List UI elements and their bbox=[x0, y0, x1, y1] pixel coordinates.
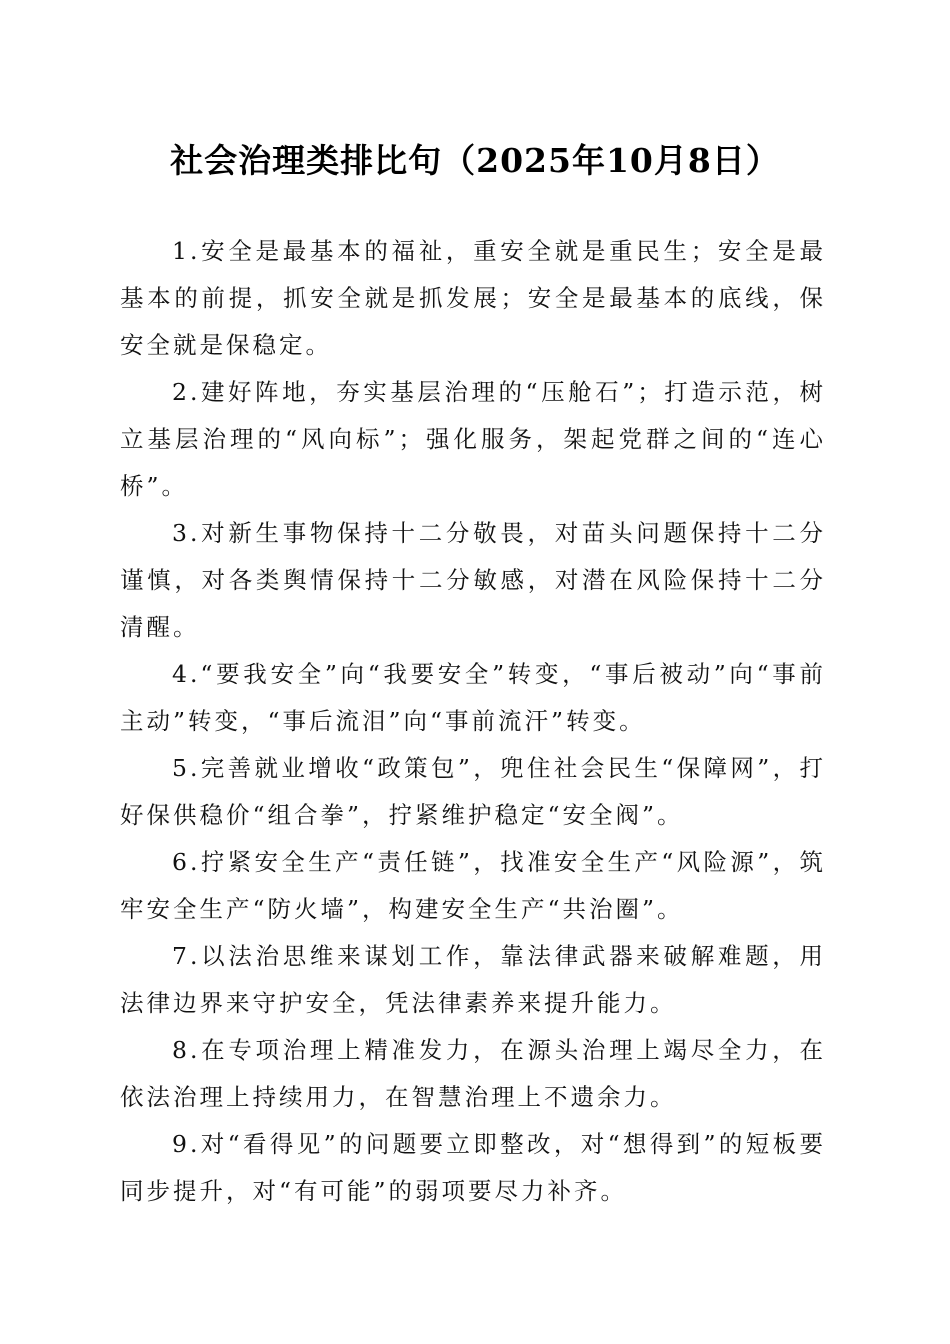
document-body bbox=[120, 228, 826, 1215]
paragraph-9: 9.对“看得见”的问题要立即整改，对“想得到”的短板要同步提升，对“有可能”的弱项要尽力补齐。 bbox=[120, 1130, 826, 1205]
paragraph-2: 2.建好阵地，夯实基层治理的“压舱石”；打造示范，树立基层治理的“风向标”；强化服务，架起党群之间的“连心桥”。 bbox=[120, 378, 826, 500]
paragraph-6: 6.拧紧安全生产“责任链”，找准安全生产“风险源”，筑牢安全生产“防火墙”，构建安全生产“共治圈”。 bbox=[120, 848, 826, 923]
paragraph-5: 5.完善就业增收“政策包”，兜住社会民生“保障网”，打好保供稳价“组合拳”，拧紧维护稳定“安全阀”。 bbox=[120, 754, 826, 829]
paragraph-4: 4.“要我安全”向“我要安全”转变，“事后被动”向“事前主动”转变，“事后流泪”向“事前流汗”转变。 bbox=[120, 660, 826, 735]
paragraph-8: 8.在专项治理上精准发力，在源头治理上竭尽全力，在依法治理上持续用力，在智慧治理上不遗余力。 bbox=[120, 1036, 826, 1111]
document-title: 社会治理类排比句（2025年10月8日） bbox=[170, 141, 780, 180]
paragraph-3: 3.对新生事物保持十二分敬畏，对苗头问题保持十二分谨慎，对各类舆情保持十二分敏感，对潜在风险保持十二分清醒。 bbox=[120, 519, 826, 641]
paragraph-1: 1.安全是最基本的福祉，重安全就是重民生；安全是最基本的前提，抓安全就是抓发展；安全是最基本的底线，保安全就是保稳定。 bbox=[120, 237, 826, 359]
paragraph-7: 7.以法治思维来谋划工作，靠法律武器来破解难题，用法律边界来守护安全，凭法律素养来提升能力。 bbox=[120, 942, 826, 1017]
